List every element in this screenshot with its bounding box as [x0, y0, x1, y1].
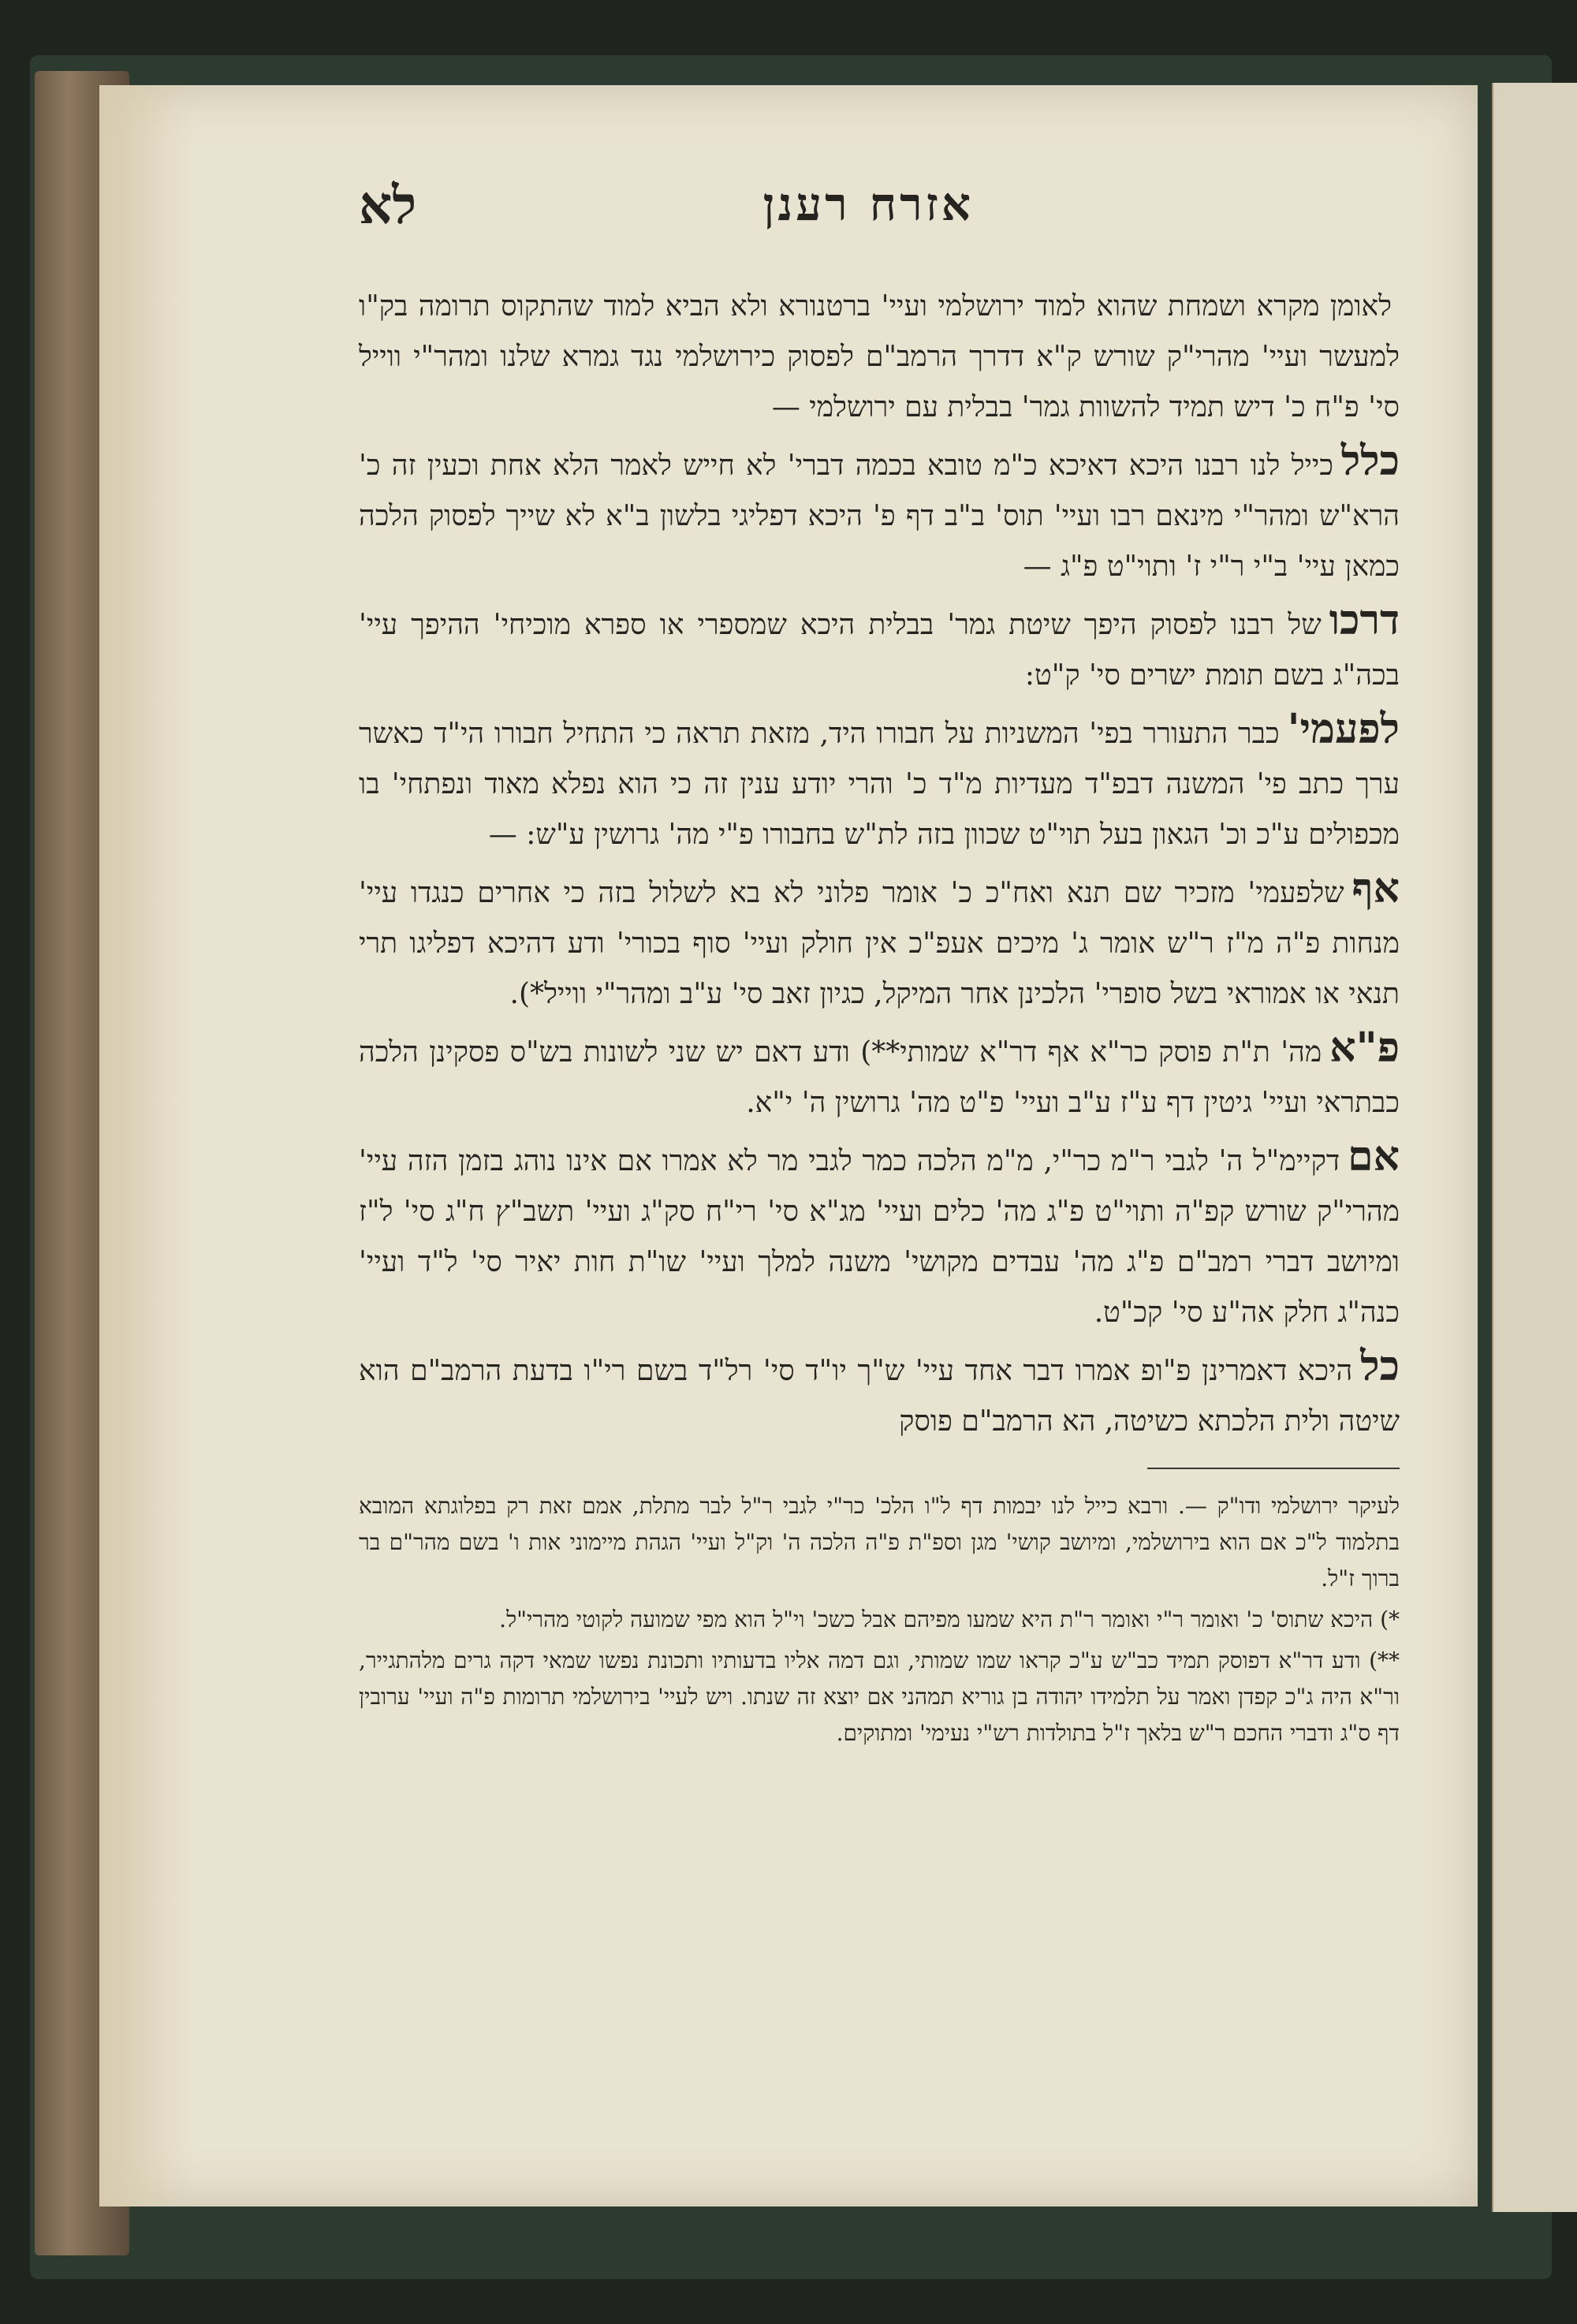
running-title: אזרח רענן: [762, 177, 974, 231]
footnote: *) היכא שתוס' כ' ואומר ר"י ואומר ר"ת היא שמעו מפיהם אבל כשכ' וי"ל הוא מפי שמועה לקוטי מהרי"ל.: [499, 1606, 1400, 1632]
paragraph: [359, 704, 1400, 860]
paragraph-lead-word: כלל: [1340, 437, 1400, 485]
paragraph-text: דקיימ"ל ה' לגבי ר"מ כר"י, מ"מ הלכה כמר לגבי מר לא אמרו אם אינו נוהג בזמן הזה עיי' מהרי"ק שורש קפ"ה ותוי"ט פ"ג מה' כלים ועיי' מג"א סי' רי"ח סק"ג ועיי' תשב"ץ ח"ג סי' ל"ז ומיושב דברי רמב"ם פ"ג מה' עבדים מקושי' משנה למלך ועיי' שו"ת חות יאיר סי' ל"ד ועיי' כנה"ג חלק אה"ע סי' קכ"ט.: [359, 1145, 1400, 1329]
paragraph-lead-word: אף: [1351, 864, 1400, 912]
paragraph-text: שלפעמי' מזכיר שם תנא ואח"כ כ' אומר פלוני לא בא לשלול בזה כי אחרים כנגדו עיי' מנחות פ"ה מ"ז ר"ש אומר ג' מיכים אעפ"כ אין חולק ועיי' סוף בכורי' ודע דהיכא דפליגו תרי תנאי או אמוראי בשל סופרי' הלכינן אחר המיקל, כגיון זאב סי' ע"ב ומהר"י ווייל*).: [359, 877, 1400, 1010]
page-number: לא: [359, 174, 417, 236]
paragraph: [359, 1341, 1400, 1447]
paragraph: [359, 277, 1400, 433]
paragraph: [359, 436, 1400, 592]
paragraph-text: היכא דאמרינן פ"ופ אמרו דבר אחד עיי' ש"ך יו"ד סי' רל"ד בשם רי"ו בדעת הרמב"ם הוא שיטה ולית הלכתא כשיטה, הא הרמב"ם פוסק: [359, 1355, 1400, 1438]
paragraph: [359, 1023, 1400, 1128]
footnote: לעיקר ירושלמי ודו"ק —. ורבא כייל לנו יבמות דף ל"ו הלכ' כר"י לגבי ר"ל לבר מתלת, אמם זאת רק בפלוגתא המובא בתלמוד ל"כ אם הוא בירושלמי, ומיושב קושי' מגן וספ"ת פ"ה הלכה ה' וק"ל ועיי' הגהת מיימוני אות ו' בשם מהר"ם בר ברוך ז"ל.: [359, 1493, 1400, 1591]
paragraph-lead-word: אם: [1348, 1132, 1400, 1181]
paragraph: [359, 864, 1400, 1020]
paragraph-text: כבר התעורר בפי' המשניות על חבורו היד, מזאת תראה כי התחיל חבורו הי"ד כאשר ערך כתב פי' המשנה דבפ"ד מעדיות מ"ד כ' והרי יודע ענין זה כי הוא נפלא מאוד ונפתחי' בו מכפולים ע"כ וכ' הגאון בעל תוי"ט שכוון בזה לת"ש בחבורו פ"י מה' גרושין ע"ש: —: [359, 718, 1400, 851]
paragraph: [359, 1132, 1400, 1338]
paragraph-lead-word: פ"א: [1329, 1024, 1400, 1072]
footnote-divider: [1147, 1468, 1400, 1469]
paragraph-text: מה' ת"ת פוסק כר"א אף דר"א שמותי**) ודע דאם יש שני לשונות בש"ס פסקינן הלכה כבתראי ועיי' גיטין דף ע"ז ע"ב ועיי' פ"ט מה' גרושין ה' י"א.: [359, 1036, 1400, 1119]
paragraph-text: כייל לנו רבנו היכא דאיכא כ"מ טובא בכמה דברי' לא חייש לאמר הלא אחת וכעין זה כ' הרא"ש ומהר"י מינאם רבו ועיי' תוס' ב"ב דף פ' היכא דפליגי בלשון ב"א לא שייך לפסוק הלכה כמאן עיי' ב"י ר"י ז' ותוי"ט פ"ג —: [359, 450, 1400, 583]
paragraph-lead-word: כל: [1360, 1342, 1400, 1390]
footnote: **) ודע דר"א דפוסק תמיד כב"ש ע"כ קראו שמו שמותי, וגם דמה אליו בדעותיו ותכונת נפשו שמאי דקה גרים מלהתגייר, ור"א היה ג"כ קפדן ואמר על תלמידו יהודה בן גוריא תמהני אם יוצא זה שנתו. ויש לעיי' בירושלמי תרומות פ"ה ועיי' ערובין דף ס"ג ודברי החכם ר"ש בלאך ז"ל בתולדות רש"י נעימי' ומתוקים.: [359, 1647, 1400, 1746]
paragraph: [359, 595, 1400, 701]
paragraph-text: של רבנו לפסוק היפך שיטת גמר' בבלית היכא שמספרי או ספרא מוכיחי' ההיפך עיי' בכה"ג בשם תומת ישרים סי' ק"ט:: [359, 609, 1400, 692]
page-header: [359, 174, 1400, 248]
paragraph-lead-word: דרכו: [1329, 596, 1400, 644]
paragraph-lead-word: לפעמי': [1287, 705, 1400, 753]
page-content: [359, 174, 1400, 1756]
facing-page-edge: [1492, 83, 1577, 2212]
paragraph-text: לאומן מקרא ושמחת שהוא למוד ירושלמי ועיי' ברטנורא ולא הביא למוד שהתקוס תרומה בק"ו למעשר ועיי' מהרי"ק שורש ק"א דדרך הרמב"ם לפסוק כירושלמי נגד גמרא שלנו ומהר"י ווייל סי' פ"ח כ' דיש תמיד להשוות גמר' בבלית עם ירושלמי —: [359, 290, 1400, 423]
page-gutter-shadow: [99, 85, 194, 2206]
